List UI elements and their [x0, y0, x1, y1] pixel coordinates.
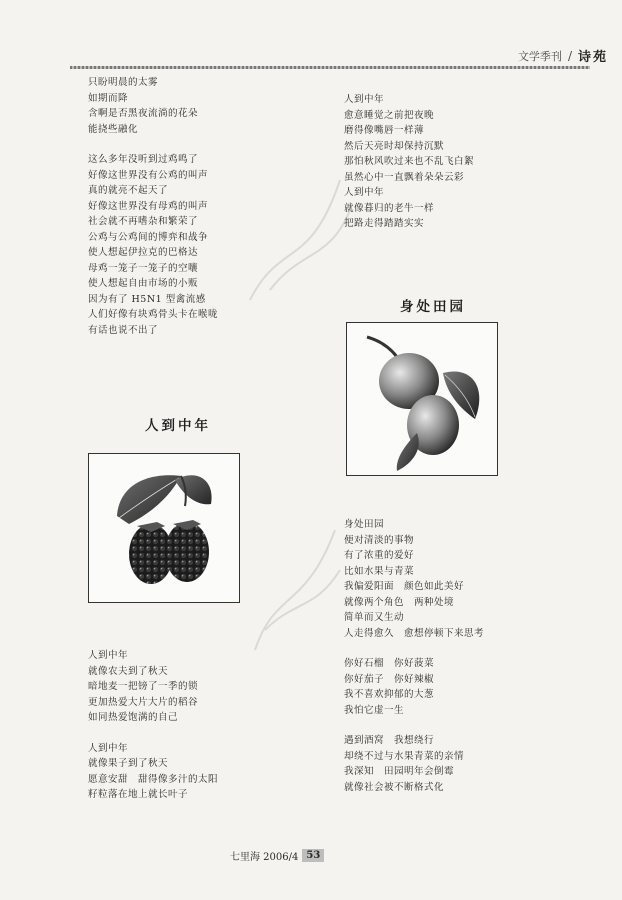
poem-line: 更加热爱大片大片的稻谷: [88, 696, 199, 708]
poem-line: 这么多年没听到过鸡鸣了: [88, 154, 199, 165]
poem-line: 因为有了 H5N1 型禽流感: [88, 293, 206, 305]
poem3-title: 身处田园: [400, 299, 466, 315]
header-separator: /: [567, 48, 572, 63]
poem-line: 身处田园: [344, 519, 385, 530]
poem3-body: [344, 517, 484, 795]
section-name: 诗苑: [577, 50, 608, 65]
page-header: [518, 46, 608, 65]
page-number: 53: [302, 849, 324, 862]
poem-line: 磨得像嘴唇一样薄: [344, 125, 425, 136]
magazine-name: 文学季刊: [517, 49, 562, 63]
poem-line: 籽粒落在地上就长叶子: [88, 789, 189, 800]
poem-line: 好像这世界没有母鸡的叫声: [88, 200, 209, 212]
poem-line: 却绕不过与水果青菜的亲情: [344, 750, 465, 762]
peach-icon: [347, 323, 497, 475]
poem-line: 如期而降: [88, 92, 129, 104]
poem-line: 就像两个角色 两种处境: [344, 596, 455, 608]
poem2-title: 人到中年: [145, 418, 211, 434]
poem-line: 我不喜欢抑郁的大葱: [344, 689, 435, 700]
page-footer: [230, 848, 324, 863]
poem-line: 含啊是否黑夜流淌的花朵: [88, 108, 199, 119]
footer-source: 七里海 2006/4: [230, 852, 299, 863]
poem-line: 能挠些融化: [88, 123, 139, 135]
poem-line: 那怕秋风吹过来也不乱飞白絮: [344, 156, 475, 167]
poem-line: 就像社会被不断格式化: [344, 781, 445, 793]
poem-line: 比如水果与青菜: [344, 565, 415, 577]
header-rule: [70, 66, 590, 69]
poem-line: 愿意安甜 甜得像多汁的太阳: [88, 773, 219, 785]
poem1-continuation: [88, 75, 218, 338]
poem-line: 人到中年: [88, 742, 129, 754]
poem-line: 使人想起自由市场的小贩: [88, 278, 199, 289]
poem-line: 人到中年: [344, 94, 385, 105]
poem-line: 便对清淡的事物: [344, 534, 415, 546]
poem-line: 有话也说不出了: [88, 324, 159, 336]
background-flourish-2: [245, 510, 345, 660]
poem-line: 社会就不再嗜杂和繁荣了: [88, 216, 199, 227]
poem-line: 真的就亮不起天了: [88, 185, 169, 196]
poem-line: 愈意睡觉之前把夜晚: [344, 109, 435, 121]
peach-illustration: [346, 322, 498, 476]
poem-line: 好像这世界没有公鸡的叫声: [88, 169, 209, 181]
poem-line: 我偏爱阳面 颜色如此美好: [344, 581, 465, 592]
poem-line: 人走得愈久 愈想停顿下来思考: [344, 627, 485, 639]
poem-line: 人们好像有块鸡骨头卡在喉咙: [88, 309, 219, 320]
background-flourish: [240, 150, 360, 310]
poem-line: 如同热爱饱满的自己: [88, 712, 179, 723]
poem-line: 有了浓重的爱好: [344, 550, 415, 561]
poem-line: 遇到酒窝 我想绕行: [344, 735, 435, 746]
poem-line: 公鸡与公鸡间的博弈和战争: [88, 231, 209, 243]
poem-line: 人到中年: [344, 187, 385, 198]
poem-line: 就像暮归的老牛一样: [344, 202, 435, 214]
poem-line: 把路走得踏踏实实: [344, 218, 425, 229]
blackberry-icon: [89, 454, 239, 602]
poem-line: 人到中年: [88, 650, 129, 661]
poem-line: 暗地麦一把镑了一季的锁: [88, 681, 199, 692]
poem-line: 你好石榴 你好菠菜: [344, 658, 435, 669]
poem-line: 我怕它虚一生: [344, 704, 405, 716]
poem-line: 使人想起伊拉克的巴格达: [88, 247, 199, 258]
poem-line: 母鸡一笼子一笼子的空嚷: [88, 262, 199, 274]
poem-line: 虽然心中一直飘着朵朵云彩: [344, 171, 465, 183]
poem-line: 你好茄子 你好辣椒: [344, 673, 435, 685]
poem-line: 只盼明晨的太雾: [88, 77, 159, 88]
poem-line: 就像果子到了秋天: [88, 758, 169, 769]
poem-line: 就像农夫到了秋天: [88, 665, 169, 677]
poem2-body-right: [344, 92, 474, 232]
poem-line: 然后天亮时却保持沉默: [344, 140, 445, 152]
poem-line: 我深知 田园明年会倒霉: [344, 766, 455, 777]
blackberry-illustration: [88, 453, 240, 603]
poem2-body-left: [88, 648, 218, 803]
poem-line: 简单而又生动: [344, 612, 405, 623]
